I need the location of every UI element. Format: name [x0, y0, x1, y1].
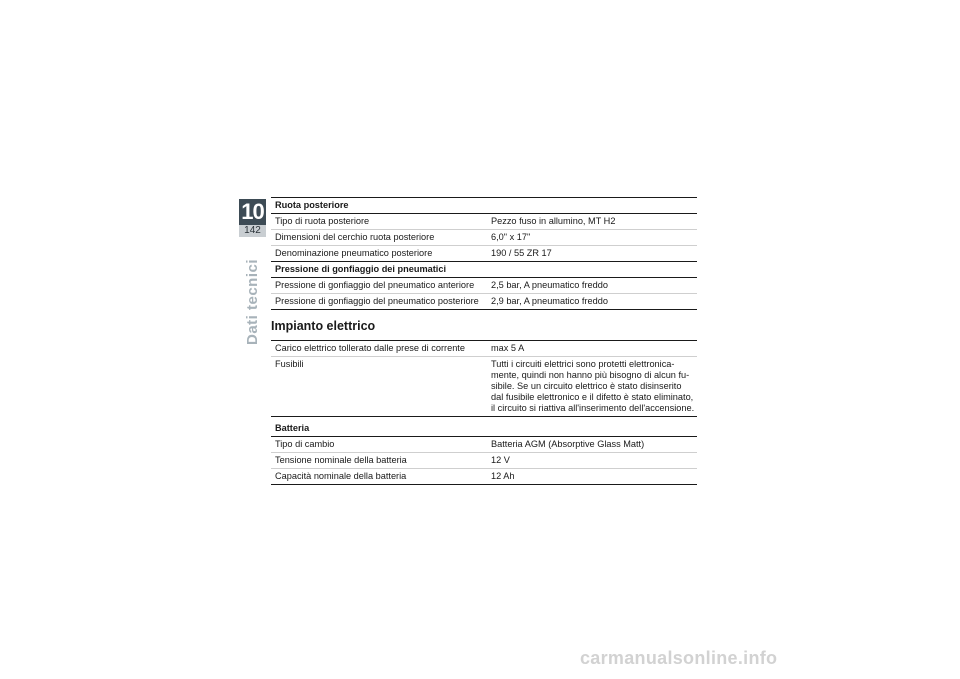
section-header-row [271, 262, 697, 278]
spec-value: Pezzo fuso in allumino, MT H2 [487, 214, 697, 230]
spec-label: Pressione di gonfiaggio del pneumatico anteriore [271, 278, 487, 294]
table-row [271, 246, 697, 262]
rear-wheel-heading: Ruota posteriore [271, 198, 697, 214]
spec-label: Carico elettrico tollerato dalle prese di corrente [271, 341, 487, 357]
spec-label: Dimensioni del cerchio ruota posteriore [271, 230, 487, 246]
spec-label: Pressione di gonfiaggio del pneumatico posteriore [271, 294, 487, 310]
spec-label: Denominazione pneumatico posteriore [271, 246, 487, 262]
battery-table [271, 421, 697, 485]
table-row [271, 357, 697, 417]
page-number: 142 [239, 225, 266, 237]
chapter-badge [239, 199, 266, 237]
spec-value: 6,0" x 17" [487, 230, 697, 246]
tire-pressure-heading: Pressione di gonfiaggio dei pneumatici [271, 262, 697, 278]
chapter-number: 10 [239, 199, 266, 225]
spec-label: Tipo di cambio [271, 437, 487, 453]
table-row [271, 469, 697, 485]
table-row [271, 437, 697, 453]
spec-value: Batteria AGM (Absorptive Glass Matt) [487, 437, 697, 453]
spec-value: 2,5 bar, A pneumatico freddo [487, 278, 697, 294]
electrical-table [271, 340, 697, 417]
section-header-row [271, 198, 697, 214]
spec-label: Tensione nominale della batteria [271, 453, 487, 469]
spec-value: 2,9 bar, A pneumatico freddo [487, 294, 697, 310]
spec-label: Fusibili [271, 357, 487, 417]
section-header-row [271, 421, 697, 437]
table-row [271, 278, 697, 294]
table-row [271, 453, 697, 469]
spec-content [271, 197, 697, 485]
spec-value: 12 V [487, 453, 697, 469]
table-row [271, 294, 697, 310]
chapter-side-title: Dati tecnici [244, 258, 261, 345]
spec-label: Capacità nominale della batteria [271, 469, 487, 485]
fuses-description: Tutti i circuiti elettrici sono protetti elettronica- mente, quindi non hanno più bisogno di alcun fu- sibile. Se un circuito elettrico è stato disinserito dal fusibile elettronico e il difetto è stato eliminato, il circuito si riattiva all'inserimento dell'accensione. [487, 357, 697, 417]
table-row [271, 214, 697, 230]
spec-value: max 5 A [487, 341, 697, 357]
watermark: carmanualsonline.info [580, 648, 778, 668]
electrical-heading: Impianto elettrico [271, 319, 376, 333]
rear-wheel-table [271, 197, 697, 310]
spec-label: Tipo di ruota posteriore [271, 214, 487, 230]
table-row [271, 341, 697, 357]
spec-value: 12 Ah [487, 469, 697, 485]
battery-heading: Batteria [271, 421, 697, 437]
table-row [271, 230, 697, 246]
spec-value: 190 / 55 ZR 17 [487, 246, 697, 262]
